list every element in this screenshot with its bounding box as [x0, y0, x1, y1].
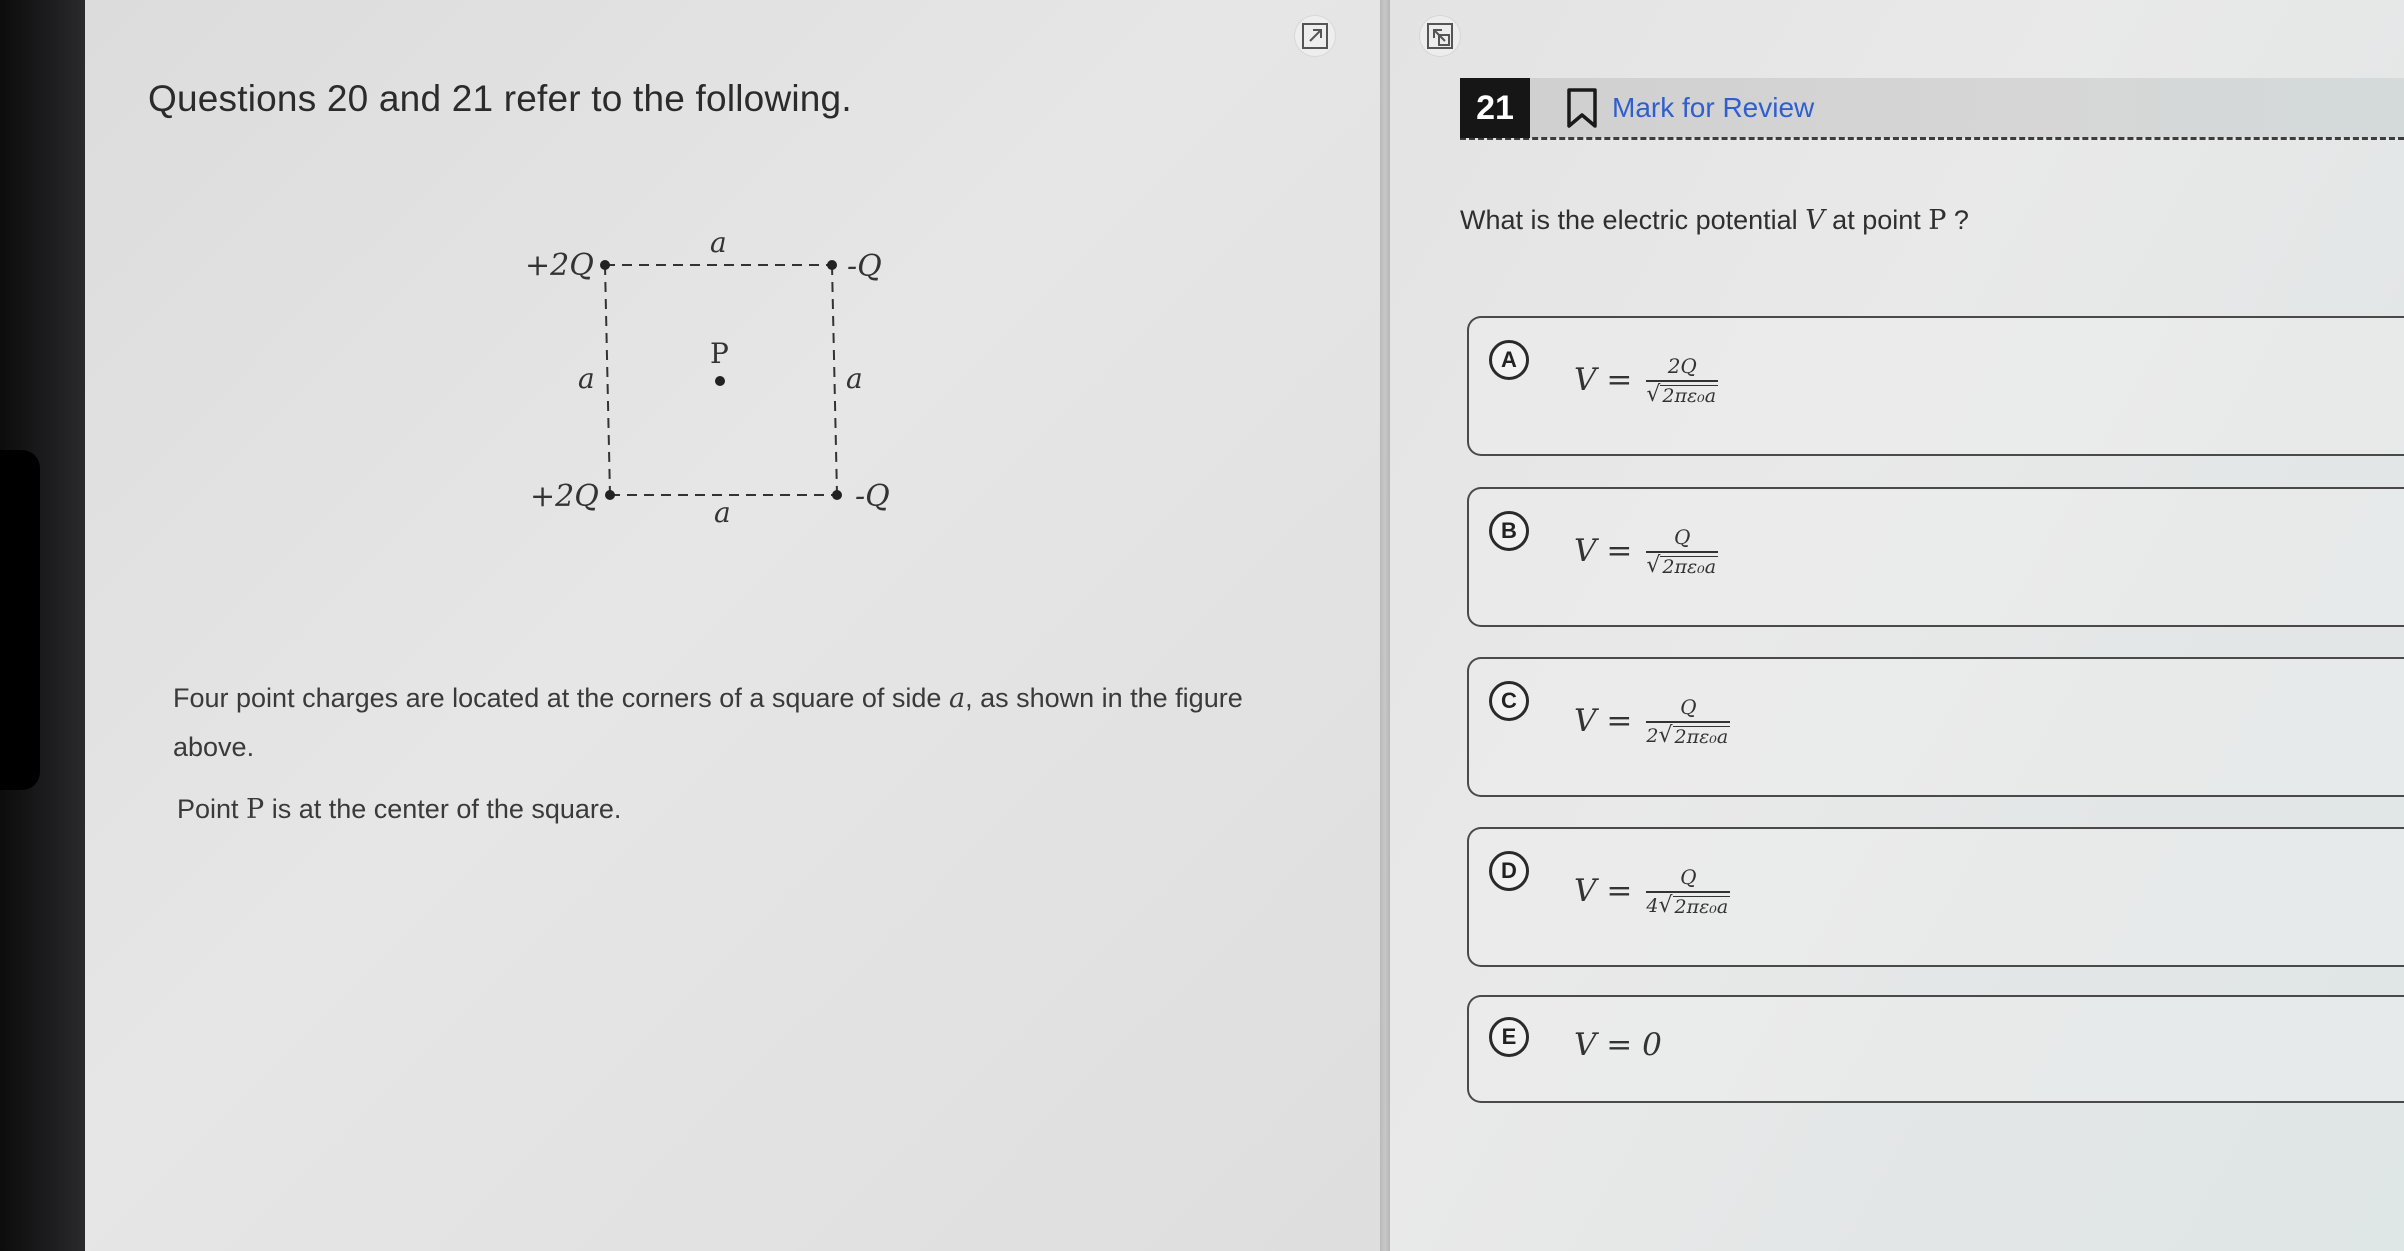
sqrt — [1646, 555, 1718, 577]
fraction-numerator: 2Q — [1667, 354, 1697, 378]
label-point-p: P — [710, 337, 729, 370]
passage-p1-tail: , as shown in the figure above. — [173, 683, 1243, 762]
question-prompt — [1460, 205, 1969, 236]
prompt-mid: at point — [1824, 205, 1929, 235]
question-set-title: Questions 20 and 21 refer to the following. — [148, 78, 852, 119]
formula-lhs: V — [1574, 873, 1597, 909]
bezel-notch — [0, 450, 40, 790]
sqrt-radicand: 2πε₀a — [1674, 726, 1729, 748]
option-a-formula — [1574, 354, 1718, 406]
square-side-right — [832, 265, 837, 495]
sqrt — [1658, 725, 1730, 747]
prompt-tail: ? — [1946, 205, 1969, 235]
fraction-denominator — [1646, 553, 1718, 577]
formula-fraction — [1646, 865, 1730, 917]
formula-fraction — [1646, 525, 1718, 577]
formula-lhs: V — [1574, 703, 1597, 739]
passage-paragraph-2 — [177, 785, 1273, 834]
formula-fraction — [1646, 695, 1730, 747]
passage-p2-text: Point — [177, 794, 247, 824]
option-letter-c: C — [1489, 681, 1529, 721]
fraction-denominator — [1646, 382, 1718, 406]
charge-square-figure — [510, 220, 930, 540]
formula-fraction — [1646, 354, 1718, 406]
pane-divider[interactable] — [1380, 0, 1390, 1251]
formula-lhs: V — [1574, 533, 1597, 569]
fraction-numerator: Q — [1680, 695, 1697, 719]
square-side-left — [605, 265, 610, 495]
mark-for-review-label: Mark for Review — [1612, 92, 1815, 123]
passage-p1-text: Four point charges are located at the corners of a square of side — [173, 683, 949, 713]
formula-equals: = — [1606, 873, 1633, 909]
label-top-right-charge: -Q — [847, 249, 882, 284]
fraction-denominator — [1646, 893, 1730, 917]
sqrt-sign: √ — [1658, 723, 1673, 748]
expand-icon — [1300, 21, 1330, 51]
label-side-bottom: a — [714, 496, 731, 529]
label-side-right: a — [846, 362, 863, 395]
passage-paragraph-1 — [173, 674, 1273, 771]
point-p-dot — [715, 376, 725, 386]
option-e-formula: V = 0 — [1574, 1027, 1662, 1063]
sqrt-sign: √ — [1646, 553, 1661, 578]
sqrt-radicand: 2πε₀a — [1662, 556, 1717, 578]
fraction-numerator: Q — [1674, 525, 1691, 549]
fraction-numerator: Q — [1680, 865, 1697, 889]
denominator-coefficient: 4 — [1646, 895, 1659, 917]
label-bottom-left-charge: +2Q — [530, 479, 599, 514]
answer-option-a[interactable] — [1467, 316, 2404, 456]
label-side-top: a — [710, 226, 727, 259]
option-d-formula — [1574, 865, 1730, 917]
passage-p1-var: a — [948, 683, 966, 714]
formula-equals: = — [1606, 703, 1633, 739]
passage-pane — [85, 0, 1380, 1251]
formula-lhs: V — [1574, 362, 1597, 398]
formula-equals: = — [1606, 362, 1633, 398]
charge-dot-top-right — [827, 260, 837, 270]
sqrt-radicand: 2πε₀a — [1662, 385, 1717, 407]
fraction-denominator — [1646, 723, 1730, 747]
question-header-divider — [1460, 137, 2404, 140]
charge-dot-bottom-right — [832, 490, 842, 500]
mark-for-review-button[interactable] — [1566, 86, 1814, 130]
option-letter-a: A — [1489, 340, 1529, 380]
answer-option-e[interactable] — [1467, 995, 2404, 1103]
expand-button[interactable] — [1295, 16, 1335, 56]
label-top-left-charge: +2Q — [525, 248, 594, 283]
option-c-formula — [1574, 695, 1730, 747]
sqrt — [1658, 895, 1730, 917]
option-b-formula — [1574, 525, 1718, 577]
option-letter-d: D — [1489, 851, 1529, 891]
passage-p2-tail: is at the center of the square. — [264, 794, 622, 824]
sqrt — [1646, 384, 1718, 406]
answer-option-c[interactable] — [1467, 657, 2404, 797]
answer-option-d[interactable] — [1467, 827, 2404, 967]
label-side-left: a — [578, 362, 595, 395]
question-number: 21 — [1460, 78, 1530, 138]
bookmark-icon — [1566, 87, 1598, 129]
answer-option-b[interactable] — [1467, 487, 2404, 627]
option-letter-e: E — [1489, 1017, 1529, 1057]
prompt-point: P — [1928, 205, 1947, 236]
option-letter-b: B — [1489, 511, 1529, 551]
charge-dot-bottom-left — [605, 490, 615, 500]
device-bezel — [0, 0, 85, 1251]
sqrt-sign: √ — [1646, 382, 1661, 407]
collapse-button[interactable] — [1420, 16, 1460, 56]
sqrt-sign: √ — [1658, 893, 1673, 918]
passage-text — [173, 674, 1273, 848]
denominator-coefficient: 2 — [1646, 725, 1659, 747]
prompt-text: What is the electric potential — [1460, 205, 1806, 235]
passage-p2-var: P — [246, 794, 265, 825]
charge-dot-top-left — [600, 260, 610, 270]
prompt-var: V — [1805, 205, 1825, 236]
label-bottom-right-charge: -Q — [855, 479, 890, 514]
sqrt-radicand: 2πε₀a — [1674, 896, 1729, 918]
formula-equals: = — [1606, 533, 1633, 569]
collapse-icon — [1425, 21, 1455, 51]
